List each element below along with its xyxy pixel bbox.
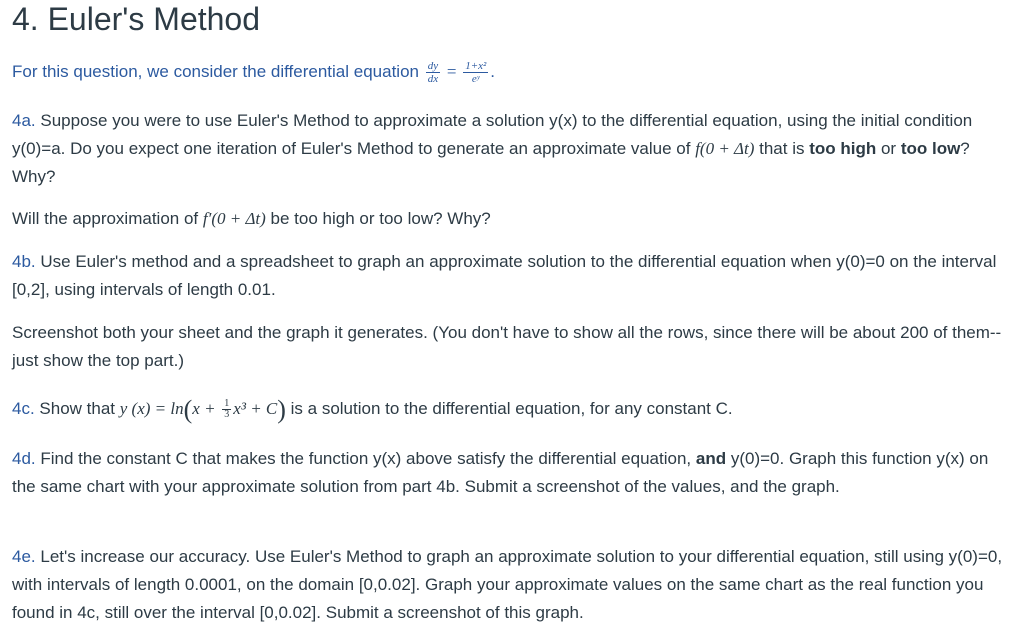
q4c-paren-close: ) bbox=[277, 395, 286, 424]
q4c-frac-num: 1 bbox=[224, 398, 230, 410]
q4c-math-lhs: y (x) = ln bbox=[119, 399, 184, 418]
question-4e bbox=[12, 543, 1007, 627]
derivative-denominator: dx bbox=[427, 73, 439, 86]
derivative-numerator: dy bbox=[427, 60, 439, 73]
q4b-label: 4b. bbox=[12, 252, 36, 271]
q4c-text2: is a solution to the differential equation, for any constant C. bbox=[285, 399, 733, 418]
q4c-paren-open: ( bbox=[183, 395, 193, 424]
q4b-text: Use Euler's method and a spreadsheet to graph an approximate solution to the differential equation when y(0)=0 on the interval [0,2], using intervals of length 0.01. bbox=[12, 252, 997, 299]
q4a-bold-high: too high bbox=[809, 139, 877, 158]
q4a-text3: or bbox=[876, 139, 901, 158]
q4e-label: 4e. bbox=[12, 547, 36, 566]
rhs-denominator: eʸ bbox=[471, 73, 480, 86]
intro-period: . bbox=[490, 62, 496, 81]
q4a-follow-math: f′(0 + Δt) bbox=[202, 209, 266, 228]
q4a-math: f(0 + Δt) bbox=[695, 139, 755, 158]
q4a-text4: ? Why? bbox=[12, 139, 970, 186]
q4d-text2: y(0)=0. Graph this function y(x) on the same chart with your approximate solution from part 4b. Submit a screenshot of the values, and the graph. bbox=[12, 449, 989, 496]
q4c-math-x: x + bbox=[192, 399, 216, 418]
q4e-text: Let's increase our accuracy. Use Euler's Method to graph an approximate solution to your differential equation, still using y(0)=0, with intervals of length 0.0001, on the domain [0,0.02]. Graph your approximate values on the same chart as the real function you found in 4c, still over the interval [0,0.02]. Submit a screenshot of this graph. bbox=[12, 547, 1003, 622]
q4a-text2: that is bbox=[754, 139, 810, 158]
q4d-label: 4d. bbox=[12, 449, 36, 468]
q4a-bold-low: too low bbox=[900, 139, 961, 158]
q4a-follow-text2: be too high or too low? Why? bbox=[265, 209, 491, 228]
rhs-fraction bbox=[463, 60, 488, 85]
question-4a-followup bbox=[12, 205, 1007, 233]
rhs-numerator: 1+x² bbox=[465, 60, 487, 73]
equals-sign: = bbox=[446, 62, 457, 81]
q4d-bold-and: and bbox=[695, 449, 727, 468]
q4a-follow-text1: Will the approximation of bbox=[12, 209, 203, 228]
page-title: 4. Euler's Method bbox=[12, 1, 261, 37]
q4c-math-x3: x³ + C bbox=[233, 399, 278, 418]
intro-paragraph bbox=[12, 58, 1007, 86]
q4d-text1: Find the constant C that makes the function y(x) above satisfy the differential equation, bbox=[35, 449, 696, 468]
intro-text: For this question, we consider the differential equation bbox=[12, 62, 419, 81]
q4c-label: 4c. bbox=[12, 399, 35, 418]
question-4d bbox=[12, 445, 1007, 501]
derivative-fraction bbox=[426, 60, 440, 85]
q4c-frac-den: 3 bbox=[224, 409, 230, 421]
question-4b bbox=[12, 248, 1007, 304]
question-4a bbox=[12, 107, 1007, 191]
q4c-text1: Show that bbox=[34, 399, 120, 418]
q4c-fraction bbox=[222, 399, 231, 420]
question-4c bbox=[12, 395, 1007, 423]
question-4b-followup bbox=[12, 319, 1007, 375]
q4b-follow-text: Screenshot both your sheet and the graph it generates. (You don't have to show all the rows, since there will be about 200 of them--just show the top part.) bbox=[12, 323, 1002, 370]
q4a-label: 4a. bbox=[12, 111, 36, 130]
q4a-text1: Suppose you were to use Euler's Method to approximate a solution y(x) to the differential equation, using the initial condition y(0)=a. Do you expect one iteration of Euler's Method to generate an approximate value of bbox=[12, 111, 973, 158]
